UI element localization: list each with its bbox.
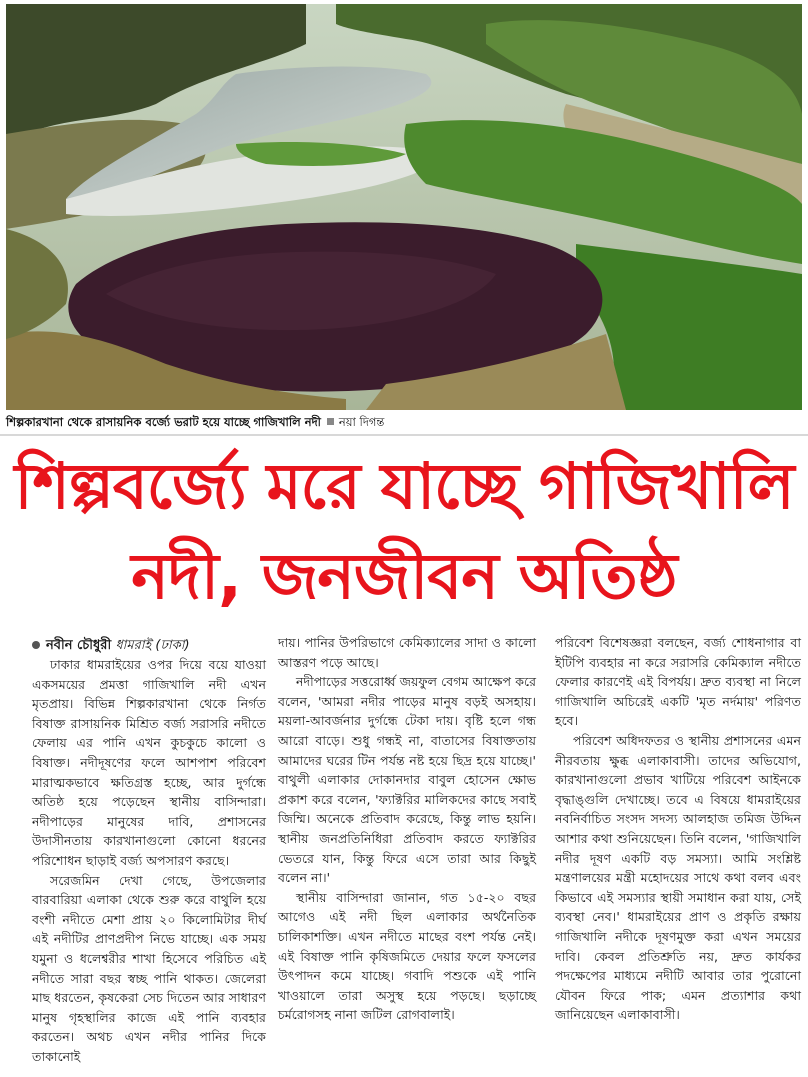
headline — [4, 442, 804, 622]
paragraph: পরিবেশ বিশেষজ্ঞরা বলছেন, বর্জ্য শোধনাগার বা ইটিপি ব্যবহার না করে সরাসরি কেমিক্যাল নদীতে ফেলার কারণেই এই বিপর্যয়। দ্রুত ব্যবস্থা না নিলে গাজিখালি অচিরেই একটি 'মৃত নর্দমায়' পরিণত হবে। — [555, 635, 801, 729]
paragraph: ঢাকার ধামরাইয়ের ওপর দিয়ে বয়ে যাওয়া একসময়ের প্রমত্তা গাজিখালি নদী এখন মৃতপ্রায়। বিভিন্ন শিল্পকারখানা থেকে নির্গত বিষাক্ত রাসায়নিক মিশ্রিত বর্জ্য সরাসরি নদীতে ফেলায় এর পানি এখন কুচকুচে কালো ও বিষাক্ত। নদীদূষণের ফলে আশপাশ পরিবেশ মারাত্মকভাবে ক্ষতিগ্রস্ত হচ্ছে, আর দুর্গন্ধে অতিষ্ঠ হয়ে পড়েছেন স্থানীয় বাসিন্দারা। নদীপাড়ের মানুষের দাবি, প্রশাসনের উদাসীনতায় কারখানাগুলো কোনো ধরনের পরিশোধন ছাড়াই বর্জ্য অপসারণ করছে। — [32, 657, 266, 868]
paragraph: দায়। পানির উপরিভাগে কেমিক্যালের সাদা ও কালো আস্তরণ পড়ে আছে। — [278, 635, 536, 670]
paragraph: স্থানীয় বাসিন্দারা জানান, গত ১৫-২০ বছর আগেও এই নদী ছিল এলাকার অর্থনৈতিক চালিকাশক্তি। এখন নদীতে মাছের বংশ পর্যন্ত নেই। এই বিষাক্ত পানি কৃষিজমিতে দেয়ার ফলে ফসলের উৎপাদন কমে যাচ্ছে। গবাদি পশুকে এই পানি খাওয়ালে তারা অসুস্থ হয়ে পড়ছে। ছড়াচ্ছে চর্মরোগসহ নানা জটিল রোগবালাই। — [278, 889, 536, 1023]
divider — [0, 434, 808, 436]
article-column-3 — [555, 633, 801, 1025]
river-photo — [6, 4, 802, 410]
headline-line-1: শিল্পবর্জ্যে মরে যাচ্ছে গাজিখালি — [14, 450, 794, 523]
bullet-icon — [32, 641, 40, 649]
paragraph: নদীপাড়ের সত্তরোর্ধ্ব জয়ফুল বেগম আক্ষেপ করে বলেন, 'আমরা নদীর পাড়ের মানুষ বড়ই অসহায়। ময়লা-আবর্জনার দুর্গন্ধে টেকা দায়। বৃষ্টি হলে গন্ধ আরো বাড়ে। শুধু গন্ধই না, বাতাসের বিষাক্ততায় আমাদের ঘরের টিন পর্যন্ত নষ্ট হয়ে ছিদ্র হয়ে যাচ্ছে।' বাথুলী এলাকার দোকানদার বাবুল হোসেন ক্ষোভ প্রকাশ করে বলেন, 'ফ্যাক্টরির মালিকদের কাছে সবাই জিম্মি। অনেকে প্রতিবাদ করেছে, কিন্তু লাভ হয়নি। স্থানীয় জনপ্রতিনিধিরা প্রতিবাদ করতে ফ্যাক্টরির ভেতরে যান, কিন্তু ফিরে এসে তারা আর কিছুই বলেন না।' — [278, 674, 536, 886]
caption-separator — [327, 418, 334, 425]
article-column-2 — [278, 633, 536, 1025]
photo-caption — [6, 412, 802, 432]
byline — [32, 636, 190, 657]
photo-credit: নয়া দিগন্ত — [338, 415, 385, 429]
author-name: নবীন চৌধুরী — [46, 638, 112, 653]
dateline-place: ধামরাই (ঢাকা) — [115, 638, 190, 653]
caption-text: শিল্পকারখানা থেকে রাসায়নিক বর্জ্যে ভরাট হয়ে যাচ্ছে গাজিখালি নদী — [6, 415, 321, 429]
headline-line-2: নদী, জনজীবন অতিষ্ঠ — [131, 540, 677, 613]
article-column-1 — [32, 655, 266, 1066]
paragraph: পরিবেশ অধিদফতর ও স্থানীয় প্রশাসনের এমন নীরবতায় ক্ষুব্ধ এলাকাবাসী। তাদের অভিযোগ, কারখানাগুলো প্রভাব খাটিয়ে পরিবেশ আইনকে বৃদ্ধাঙ্গুলি দেখাচ্ছে। তবে এ বিষয়ে ধামরাইয়ের নবনির্বাচিত সংসদ সদস্য আলহাজ তমিজ উদ্দিন আশার কথা শুনিয়েছেন। তিনি বলেন, 'গাজিখালি নদীর দূষণ একটি বড় সমস্যা। আমি সংশ্লিষ্ট মন্ত্রণালয়ের মন্ত্রী মহোদয়ের সাথে কথা বলব এবং কিভাবে এই সমস্যার স্থায়ী সমাধান করা যায়, সেই ব্যবস্থা নেব।' ধামরাইয়ের প্রাণ ও প্রকৃতি রক্ষায় গাজিখালি নদীকে দূষণমুক্ত করা এখন সময়ের দাবি। কেবল প্রতিশ্রুতি নয়, দ্রুত কার্যকর পদক্ষেপের মাধ্যমে নদীটি আবার তার পুরোনো যৌবন ফিরে পাক; এমন প্রত্যাশার কথা জানিয়েছেন এলাকাবাসী। — [555, 732, 801, 1023]
paragraph: সরেজমিন দেখা গেছে, উপজেলার বারবারিয়া এলাকা থেকে শুরু করে বাথুলি হয়ে বংশী নদীতে মেশা প্রায় ২০ কিলোমিটার দীর্ঘ এই নদীটির প্রাণপ্রদীপ নিভে যাচ্ছে। এক সময় যমুনা ও ধলেশ্বরীর শাখা হিসেবে পরিচিত এই নদীতে সারা বছর স্বচ্ছ পানি থাকত। জেলেরা মাছ ধরতেন, কৃষকেরা সেচ দিতেন আর সাধারণ মানুষ গৃহস্থালির কাজে এই পানি ব্যবহার করতেন। অথচ এখন নদীর পানির দিকে তাকানোই — [32, 872, 266, 1064]
